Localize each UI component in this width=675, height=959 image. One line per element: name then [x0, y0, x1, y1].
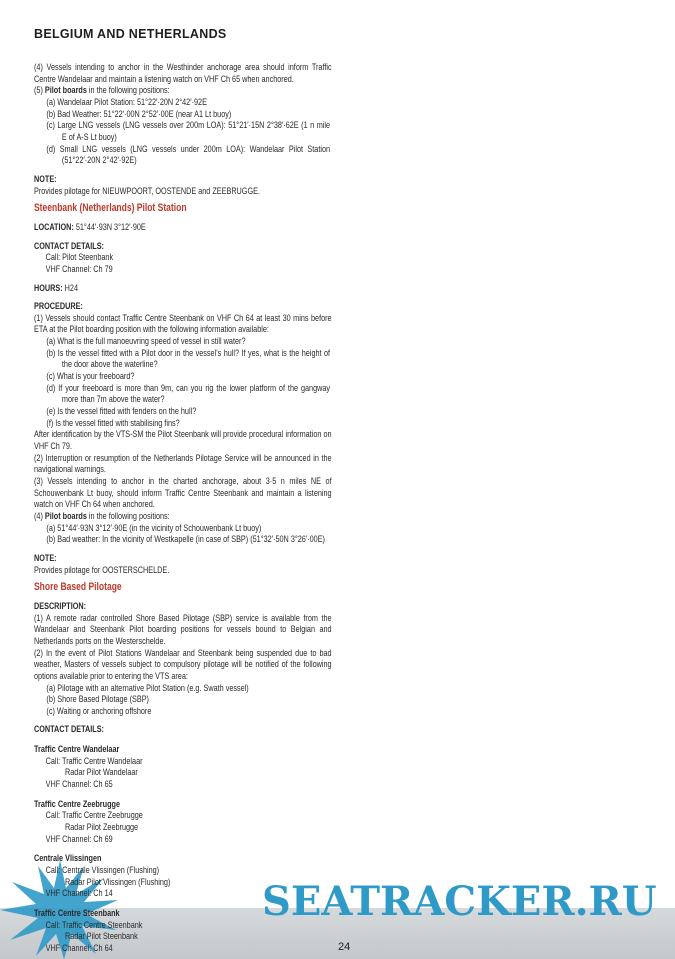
call-line: Call: Traffic Centre Wandelaar: [45, 754, 143, 766]
document-body: [34, 61, 332, 954]
call-line: Call: Traffic Centre Steenbank: [45, 918, 143, 930]
list-item: (b) Is the vessel fitted with a Pilot door in the vessel’s hull? If yes, what is the height of the door above the waterline?: [46, 346, 331, 370]
vhf-line: VHF Channel: Ch 64: [45, 941, 113, 953]
contact-name: Traffic Centre Steenbank: [34, 907, 120, 918]
list-item: (a) Pilotage with an alternative Pilot Station (e.g. Swath vessel): [46, 681, 249, 693]
list-item: (b) Bad weather: In the vicinity of Westkapelle (in case of SBP) (51°32′·50N 3°26′·00E): [46, 533, 325, 545]
location-value: 51°44′·93N 3°12′·90E: [73, 220, 146, 232]
bold-term: Pilot boards: [44, 509, 87, 521]
pilot-boards-line: [34, 84, 332, 96]
vhf-line: VHF Channel: Ch 79: [45, 262, 113, 274]
list-item: (c) Large LNG vessels (LNG vessels over 200m LOA): 51°21′·15N 2°38′·62E (1 n mile E of A-S Lt buoy): [46, 119, 331, 142]
call-line-2: Radar Pilot Vlissingen (Flushing): [65, 875, 171, 887]
item-number: (4): [34, 509, 43, 521]
hours-value: H24: [62, 281, 79, 293]
list-item: (c) Waiting or anchoring offshore: [46, 704, 152, 716]
call-line-2: Radar Pilot Steenbank: [65, 930, 138, 942]
vhf-line: VHF Channel: Ch 65: [45, 778, 113, 790]
note-label: NOTE:: [34, 551, 57, 563]
pilot-boards-line: [34, 510, 332, 522]
contact-label: CONTACT DETAILS:: [34, 723, 104, 735]
contact-name: Centrale Vlissingen: [34, 852, 102, 864]
contact-name: Traffic Centre Zeebrugge: [34, 797, 121, 809]
list-item: (f) Is the vessel fitted with stabilising fins?: [46, 416, 180, 428]
page-number: 24: [338, 941, 351, 953]
paragraph: After identification by the VTS-SM the Pilot Steenbank will provide procedural information on VHF Ch 79.: [34, 428, 332, 452]
call-line: Call: Centrale Vlissingen (Flushing): [45, 864, 160, 876]
page-title: BELGIUM AND NETHERLANDS: [34, 27, 227, 41]
note-label: NOTE:: [34, 172, 57, 184]
bold-term: Pilot boards: [44, 84, 87, 96]
description-label: DESCRIPTION:: [34, 599, 87, 611]
location-label: LOCATION:: [34, 220, 74, 232]
list-item: (d) If your freeboard is more than 9m, can you rig the lower platform of the gangway more than 7m above the water?: [46, 381, 331, 405]
watermark-logo: SEATRACKER.RU: [262, 878, 657, 925]
list-item: (d) Small LNG vessels (LNG vessels under 200m LOA): Wandelaar Pilot Station (51°22′·20N 2°42′·92E): [46, 142, 331, 166]
contact-label: CONTACT DETAILS:: [34, 239, 104, 251]
location-line: [34, 221, 332, 233]
call-line-2: Radar Pilot Zeebrugge: [65, 821, 139, 833]
call-line-2: Radar Pilot Wandelaar: [65, 766, 138, 778]
hours-label: HOURS:: [34, 281, 63, 293]
item-number: (5): [34, 84, 43, 96]
paragraph: (1) Vessels should contact Traffic Centre Steenbank on VHF Ch 64 at least 30 mins before ETA at the Pilot boarding position with the following information available:: [34, 311, 332, 335]
text: in the following positions:: [86, 509, 170, 521]
procedure-label: PROCEDURE:: [34, 300, 83, 312]
vhf-line: VHF Channel: Ch 14: [45, 887, 113, 899]
contact-name: Traffic Centre Wandelaar: [34, 743, 120, 755]
list-item: (a) 51°44′·93N 3°12′·90E (in the vicinity of Schouwenbank Lt buoy): [46, 521, 262, 533]
paragraph: (2) In the event of Pilot Stations Wandelaar and Steenbank being suspended due to bad weather, Masters of vessels subject to compulsory pilotage will be notified of the following options available prior to entering the VTS area:: [34, 646, 332, 681]
paragraph: (2) Interruption or resumption of the Netherlands Pilotage Service will be announced in the navigational warnings.: [34, 451, 332, 475]
paragraph: (3) Vessels intending to anchor in the charted anchorage, about 3·5 n miles NE of Schouwenbank Lt buoy, should inform Traffic Centre Steenbank and maintain a listening watch on VHF Ch 64 when anchored.: [34, 475, 332, 510]
hours-line: [34, 282, 332, 294]
list-item: (b) Shore Based Pilotage (SBP): [46, 693, 149, 705]
paragraph: (1) A remote radar controlled Shore Based Pilotage (SBP) service is available from the Wandelaar and Steenbank Pilot boarding positions for vessels bound to Belgian and Netherlands ports on the Westerschelde.: [34, 611, 332, 646]
vhf-line: VHF Channel: Ch 69: [45, 832, 113, 844]
list-item: (c) What is your freeboard?: [46, 370, 135, 382]
note-text: Provides pilotage for OOSTERSCHELDE.: [34, 563, 170, 575]
text: in the following positions:: [86, 84, 170, 96]
list-item: (a) What is the full manoeuvring speed of vessel in still water?: [46, 335, 246, 347]
paragraph: (4) Vessels intending to anchor in the Westhinder anchorage area should inform Traffic Centre Wandelaar and maintain a listening watch on VHF Ch 65 when anchored.: [34, 61, 332, 84]
list-item: (e) Is the vessel fitted with fenders on the hull?: [46, 405, 197, 417]
list-item: (b) Bad Weather: 51°22′·00N 2°52′·00E (near A1 Lt buoy): [46, 107, 232, 119]
note-text: Provides pilotage for NIEUWPOORT, OOSTENDE and ZEEBRUGGE.: [34, 184, 260, 196]
call-line: Call: Pilot Steenbank: [45, 251, 114, 263]
list-item: (a) Wandelaar Pilot Station: 51°22′·20N 2°42′·92E: [46, 95, 207, 107]
section-heading: Steenbank (Netherlands) Pilot Station: [34, 202, 187, 215]
section-heading: Shore Based Pilotage: [34, 581, 122, 594]
call-line: Call: Traffic Centre Zeebrugge: [45, 809, 143, 821]
